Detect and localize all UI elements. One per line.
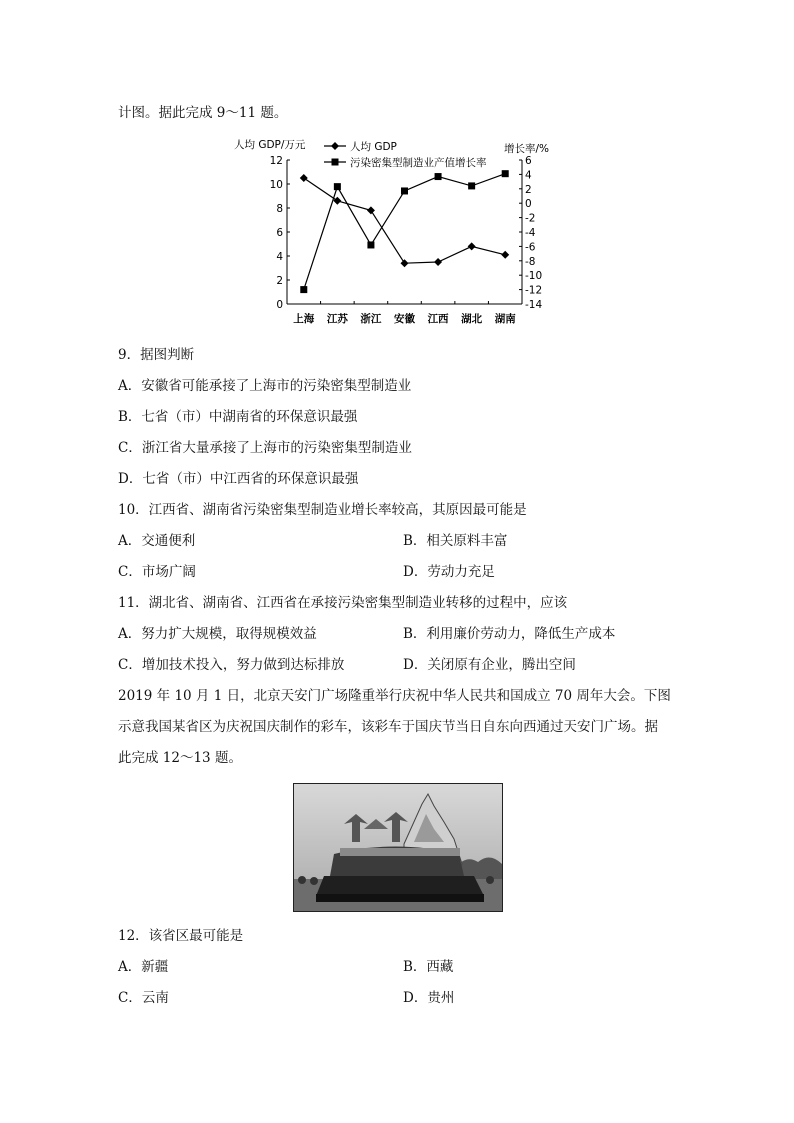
q10-option-a: A．交通便利 — [118, 533, 196, 549]
left-tick-label: 0 — [276, 299, 283, 311]
q9-option-c: C．浙江省大量承接了上海市的污染密集型制造业 — [118, 440, 412, 456]
q9-stem: 9．据图判断 — [118, 347, 195, 363]
chart-legend — [324, 140, 487, 169]
left-tick-label: 12 — [269, 155, 283, 167]
q10-option-b: B．相关原料丰富 — [403, 533, 508, 549]
square-marker — [435, 173, 442, 180]
passage-line-3: 此完成 12～13 题。 — [118, 750, 242, 766]
q12-option-a: A．新疆 — [118, 959, 169, 975]
x-tick-label: 湖南 — [494, 313, 516, 325]
legend-label: 人均 GDP — [350, 141, 397, 153]
right-tick-label: 6 — [525, 155, 532, 167]
q12-stem: 12．该省区最可能是 — [118, 928, 244, 944]
square-marker — [300, 286, 307, 293]
q11-option-a: A．努力扩大规模，取得规模效益 — [118, 626, 317, 642]
diamond-marker — [434, 258, 442, 266]
diamond-marker — [331, 142, 339, 150]
chart-ticks — [270, 155, 543, 325]
x-tick-label: 江苏 — [326, 313, 348, 325]
right-tick-label: -8 — [525, 255, 536, 268]
q11-stem: 11．湖北省、湖南省、江西省在承接污染密集型制造业转移的过程中，应该 — [118, 595, 568, 611]
x-tick-label: 浙江 — [360, 313, 382, 325]
q9-option-d: D．七省（市）中江西省的环保意识最强 — [118, 471, 359, 487]
q12-option-d: D．贵州 — [403, 990, 455, 1006]
left-tick-label: 4 — [276, 251, 283, 263]
left-tick-label: 8 — [276, 203, 283, 215]
chart — [232, 138, 562, 328]
square-marker — [334, 183, 341, 190]
q12-option-c: C．云南 — [118, 990, 169, 1006]
right-tick-label: -14 — [525, 299, 543, 311]
q12-option-b: B．西藏 — [403, 959, 454, 975]
left-tick-label: 2 — [276, 275, 283, 287]
diamond-marker — [300, 174, 308, 182]
q10-option-c: C．市场广阔 — [118, 564, 196, 580]
passage-line-2: 示意我国某省区为庆祝国庆制作的彩车，该彩车于国庆节当日自东向西通过天安门广场。据 — [118, 719, 658, 735]
x-tick-label: 安徽 — [394, 313, 415, 325]
x-tick-label: 湖北 — [461, 313, 483, 325]
left-tick-label: 10 — [269, 179, 283, 191]
q9-option-b: B．七省（市）中湖南省的环保意识最强 — [118, 409, 358, 425]
q11-option-b: B．利用廉价劳动力，降低生产成本 — [403, 626, 616, 642]
square-marker — [468, 182, 475, 189]
x-tick-label: 江西 — [427, 313, 449, 325]
right-tick-label: 0 — [525, 198, 532, 211]
left-axis-label: 人均 GDP/万元 — [234, 139, 306, 151]
intro-line: 计图。据此完成 9～11 题。 — [118, 105, 288, 121]
passage-line-1: 2019 年 10 月 1 日，北京天安门广场隆重举行庆祝中华人民共和国成立 70 周年大会。下图 — [118, 688, 671, 704]
q9-option-a: A．安徽省可能承接了上海市的污染密集型制造业 — [118, 378, 412, 394]
right-tick-label: -6 — [525, 241, 536, 254]
right-tick-label: -4 — [525, 227, 536, 239]
diamond-marker — [468, 242, 476, 250]
diamond-marker — [401, 259, 409, 267]
right-tick-label: -12 — [525, 284, 543, 297]
right-tick-label: -10 — [525, 270, 543, 283]
x-tick-label: 上海 — [293, 313, 315, 325]
square-marker — [367, 241, 374, 248]
left-tick-label: 6 — [276, 227, 283, 239]
right-axis-label: 增长率/% — [504, 143, 550, 155]
right-tick-label: 4 — [525, 169, 532, 182]
right-tick-label: -2 — [525, 212, 536, 225]
q11-option-d: D．关闭原有企业，腾出空间 — [403, 657, 576, 673]
chart-series — [300, 170, 509, 293]
q10-stem: 10．江西省、湖南省污染密集型制造业增长率较高，其原因最可能是 — [118, 502, 527, 518]
diamond-marker — [367, 206, 375, 214]
q10-option-d: D．劳动力充足 — [403, 564, 495, 580]
square-marker — [332, 159, 339, 166]
parade-float-photo — [293, 783, 503, 912]
square-marker — [502, 170, 509, 177]
diamond-marker — [333, 197, 341, 205]
diamond-marker — [501, 251, 509, 259]
right-tick-label: 2 — [525, 183, 532, 196]
q11-option-c: C．增加技术投入，努力做到达标排放 — [118, 657, 345, 673]
square-marker — [401, 187, 408, 194]
legend-label: 污染密集型制造业产值增长率 — [350, 157, 487, 169]
